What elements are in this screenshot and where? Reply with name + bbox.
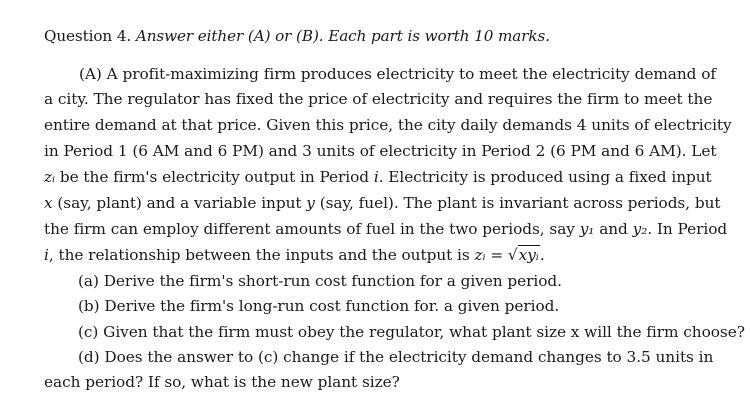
text-segment: (say, plant) and a variable input [57, 194, 302, 212]
text-segment: (say, fuel). The plant is invariant across periods, but [319, 194, 721, 212]
subquestion-b: (b) Derive the firm's long-run cost function for. a given period. [78, 297, 560, 315]
part-a-line-1: (A) A profit-maximizing firm produces electricity to meet the electricity demand of [79, 65, 716, 83]
equation-end: . [539, 246, 545, 264]
text-segment: the firm can employ different amounts of fuel in the two periods, say [44, 220, 575, 238]
symbol-i: i [44, 246, 49, 264]
part-a-line-7 [44, 220, 727, 238]
symbol-y1: y₁ [579, 220, 595, 238]
text-segment: be the firm's electricity output in Period [59, 168, 370, 186]
question-header [44, 27, 550, 45]
text-segment: and [599, 220, 628, 238]
production-equation [474, 245, 544, 264]
part-a-line-3: entire demand at that price. Given this price, the city daily demands 4 units of electricity [44, 116, 732, 134]
equation-lhs: zᵢ = √ [474, 246, 518, 264]
equation-radicand: xyᵢ [518, 246, 539, 264]
part-a-line-6 [44, 194, 721, 212]
question-number: Question 4. [44, 27, 132, 45]
text-segment: . In Period [647, 220, 728, 238]
part-a-line-8 [44, 246, 545, 264]
symbol-y: y [306, 194, 315, 212]
part-a-line-5 [44, 168, 712, 186]
subquestion-d: (d) Does the answer to (c) change if the electricity demand changes to 3.5 units in [78, 348, 714, 366]
symbol-y2: y₂ [632, 220, 648, 238]
text-segment: . Electricity is produced using a fixed input [378, 168, 712, 186]
text-segment: , the relationship between the inputs and the output is [48, 246, 470, 264]
question-instructions: Answer either (A) or (B). Each part is worth 10 marks. [135, 27, 550, 45]
symbol-z-i: zᵢ [44, 168, 56, 186]
subquestion-a: (a) Derive the firm's short-run cost function for a given period. [78, 272, 562, 290]
subquestion-c: (c) Given that the firm must obey the regulator, what plant size x will the firm choose? [78, 323, 745, 341]
part-a-line-2: a city. The regulator has fixed the price of electricity and requires the firm to meet the [44, 90, 713, 108]
symbol-x: x [44, 194, 53, 212]
symbol-i: i [373, 168, 379, 186]
part-a-line-4: in Period 1 (6 AM and 6 PM) and 3 units of electricity in Period 2 (6 PM and 6 AM). Let [44, 142, 717, 160]
subquestion-d-continued: each period? If so, what is the new plant size? [44, 373, 400, 391]
